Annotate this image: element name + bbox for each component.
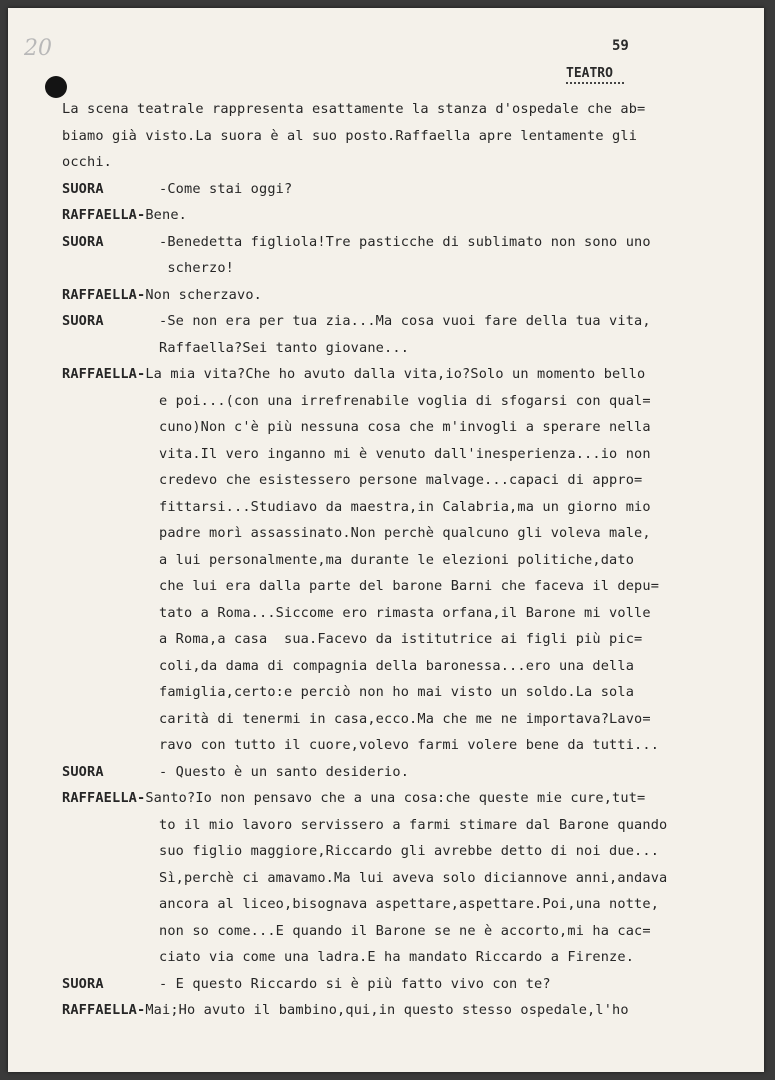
- speaker-name: SUORA: [62, 313, 104, 329]
- line-text: -Benedetta figliola!Tre pasticche di sublimato non sono uno: [159, 233, 651, 250]
- line-text: ravo con tutto il cuore,volevo farmi volere bene da tutti...: [159, 737, 660, 753]
- line-text: coli,da dama di compagnia della baronessa...ero una della: [159, 657, 635, 674]
- script-line: [62, 149, 752, 176]
- line-text: La scena teatrale rappresenta esattamente la stanza d'ospedale che ab=: [62, 101, 646, 117]
- line-text: -Come stai oggi?: [159, 180, 293, 197]
- speaker-name: SUORA: [62, 233, 104, 250]
- page-number: 59: [612, 38, 629, 54]
- line-text: a Roma,a casa sua.Facevo da istitutrice ai figli più pic=: [159, 631, 643, 647]
- line-text: Non scherzavo.: [145, 286, 263, 303]
- speaker-name: RAFFAELLA-: [62, 366, 146, 382]
- script-line: [62, 255, 752, 282]
- line-text: che lui era dalla parte del barone Barni che faceva il depu=: [159, 578, 660, 594]
- line-text: non so come...E quando il Barone se ne è accorto,mi ha cac=: [159, 922, 651, 939]
- script-line: [62, 282, 752, 309]
- script-line: [62, 123, 752, 150]
- script-line: [62, 441, 752, 468]
- script-line: [62, 838, 752, 865]
- line-text: - E questo Riccardo si è più fatto vivo con te?: [159, 975, 551, 992]
- line-text: cuno)Non c'è più nessuna cosa che m'invogli a sperare nella: [159, 419, 651, 435]
- script-line: [62, 229, 752, 256]
- speaker-name: RAFFAELLA-: [62, 790, 146, 806]
- script-line: [62, 865, 752, 892]
- line-text: Santo?Io non pensavo che a una cosa:che queste mie cure,tut=: [145, 790, 646, 806]
- handwritten-margin-note: 20: [24, 36, 52, 61]
- line-text: e poi...(con una irrefrenabile voglia di sfogarsi con qual=: [159, 392, 651, 409]
- script-line: [62, 653, 752, 680]
- line-text: - Questo è un santo desiderio.: [159, 763, 410, 780]
- script-line: [62, 891, 752, 918]
- script-line: [62, 732, 752, 759]
- speaker-name: RAFFAELLA-: [62, 286, 146, 303]
- script-line: [62, 971, 752, 998]
- script-line: [62, 176, 752, 203]
- script-line: [62, 573, 752, 600]
- script-line: [62, 600, 752, 627]
- script-line: [62, 679, 752, 706]
- line-text: Sì,perchè ci amavamo.Ma lui aveva solo diciannove anni,andava: [159, 869, 668, 886]
- line-text: scherzo!: [159, 260, 235, 276]
- speaker-name: RAFFAELLA-: [62, 207, 146, 223]
- script-line: [62, 520, 752, 547]
- speaker-name: RAFFAELLA-: [62, 1002, 146, 1018]
- script-line: [62, 467, 752, 494]
- line-text: vita.Il vero inganno mi è venuto dall'inesperienza...io non: [159, 445, 651, 462]
- script-line: [62, 494, 752, 521]
- speaker-name: SUORA: [62, 975, 104, 992]
- line-text: to il mio lavoro servissero a farmi stimare dal Barone quando: [159, 816, 668, 833]
- line-text: tato a Roma...Siccome ero rimasta orfana,il Barone mi volle: [159, 604, 651, 621]
- script-line: [62, 997, 752, 1024]
- script-line: [62, 361, 752, 388]
- line-text: padre morì assassinato.Non perchè qualcuno gli voleva male,: [159, 525, 651, 541]
- line-text: credevo che esistessero persone malvage...capaci di appro=: [159, 472, 643, 488]
- line-text: a lui personalmente,ma durante le elezioni politiche,dato: [159, 551, 635, 568]
- script-line: [62, 308, 752, 335]
- script-body: [62, 96, 752, 1024]
- speaker-name: SUORA: [62, 763, 104, 780]
- line-text: ancora al liceo,bisognava aspettare,aspettare.Poi,una notte,: [159, 896, 660, 912]
- script-line: [62, 202, 752, 229]
- line-text: La mia vita?Che ho avuto dalla vita,io?Solo un momento bello: [145, 366, 646, 382]
- line-text: Bene.: [145, 207, 188, 223]
- section-underline: [566, 82, 624, 84]
- script-line: [62, 812, 752, 839]
- script-line: [62, 547, 752, 574]
- line-text: suo figlio maggiore,Riccardo gli avrebbe detto di noi due...: [159, 843, 660, 859]
- section-title: TEATRO: [566, 66, 613, 81]
- script-line: [62, 785, 752, 812]
- punch-hole: [45, 76, 67, 98]
- speaker-name: SUORA: [62, 180, 104, 197]
- script-line: [62, 335, 752, 362]
- script-line: [62, 759, 752, 786]
- script-line: [62, 944, 752, 971]
- line-text: carità di tenermi in casa,ecco.Ma che me ne importava?Lavo=: [159, 710, 651, 727]
- line-text: biamo già visto.La suora è al suo posto.Raffaella apre lentamente gli: [62, 127, 638, 144]
- line-text: occhi.: [62, 154, 113, 170]
- line-text: -Se non era per tua zia...Ma cosa vuoi fare della tua vita,: [159, 313, 651, 329]
- script-line: [62, 388, 752, 415]
- script-line: [62, 96, 752, 123]
- line-text: Raffaella?Sei tanto giovane...: [159, 339, 410, 356]
- document-page: [8, 8, 764, 1072]
- script-line: [62, 414, 752, 441]
- script-line: [62, 918, 752, 945]
- script-line: [62, 706, 752, 733]
- line-text: ciato via come una ladra.E ha mandato Riccardo a Firenze.: [159, 949, 635, 965]
- line-text: famiglia,certo:e perciò non ho mai visto un soldo.La sola: [159, 684, 635, 700]
- line-text: fittarsi...Studiavo da maestra,in Calabria,ma un giorno mio: [159, 498, 651, 515]
- line-text: Mai;Ho avuto il bambino,qui,in questo stesso ospedale,l'ho: [145, 1002, 629, 1018]
- script-line: [62, 626, 752, 653]
